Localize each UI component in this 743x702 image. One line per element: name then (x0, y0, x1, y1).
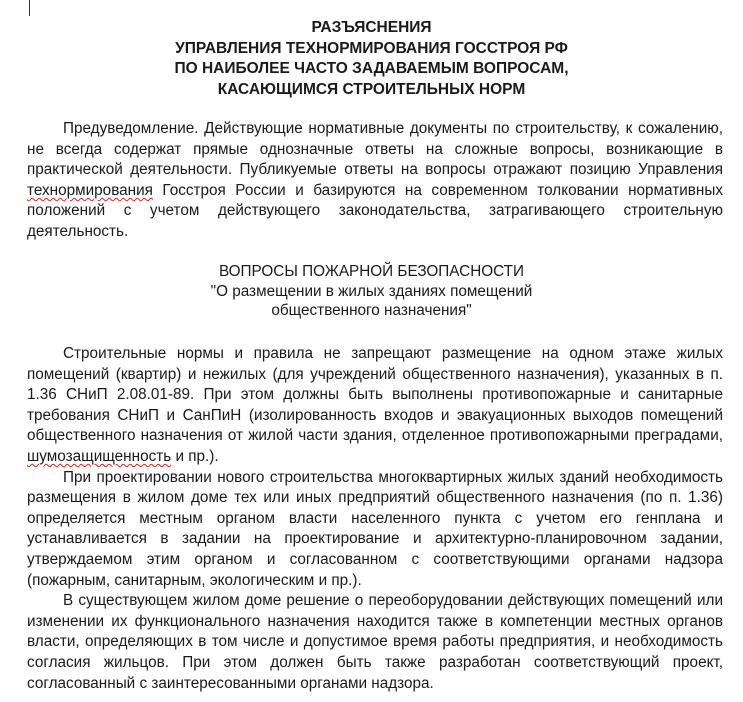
text-cursor (29, 0, 30, 16)
paragraph-1-text-2: и пр.). (171, 447, 219, 465)
document-title (20, 18, 723, 100)
title-line-3: ПО НАИБОЛЕЕ ЧАСТО ЗАДАВАЕМЫМ ВОПРОСАМ, (174, 60, 569, 77)
section-subtitle-line-2: общественного назначения" (271, 302, 472, 319)
answer-body (27, 344, 723, 694)
preface-paragraph[interactable] (27, 119, 723, 243)
section-heading-block (20, 262, 723, 321)
title-line-2: УПРАВЛЕНИЯ ТЕХНОРМИРОВАНИЯ ГОССТРОЯ РФ (175, 39, 568, 57)
paragraph-1[interactable] (27, 344, 723, 468)
paragraph-2[interactable]: При проектировании нового строительства многоквартирных жилых зданий необходимость размещения в жилом доме тех или иных предприятий общественного назначения (по п. 1.36) определяется местным органом власти населенного пункта с учетом его генплана и устанавливается в задании на проектирование и архитектурно-планировочном задании, утверждаемом этим органом и согласованном с соответствующими органами надзора (пожарным, санитарным, экологическим и пр.). (27, 468, 723, 589)
spellcheck-word-shumozashchishchennost[interactable]: шумозащищенность (27, 447, 172, 465)
preface-text-2: Госстроя России и базируются на современном толковании нормативных положений с учетом действующего законодательства, затрагивающего строительную деятельность. (27, 181, 723, 240)
title-line-4: КАСАЮЩИМСЯ СТРОИТЕЛЬНЫХ НОРМ (217, 80, 526, 98)
spellcheck-word-tehnormirovaniya[interactable]: технормирования (27, 181, 153, 199)
preface-block (27, 119, 723, 243)
preface-text-1: Предуведомление. Действующие нормативные документы по строительству, к сожалению, не всегда содержат прямые однозначные ответы на сложные вопросы, возникающие в практической деятельности. Публикуемые ответы на вопросы отражают позицию Управления (27, 120, 723, 179)
section-heading: ВОПРОСЫ ПОЖАРНОЙ БЕЗОПАСНОСТИ (218, 263, 525, 280)
paragraph-3[interactable]: В существующем жилом доме решение о переоборудовании действующих помещений или изменении их функционального назначения находится также в компетенции местных органов власти, определяющих в том числе и допустимое время работы предприятия, и необходимость согласия жильцов. При этом должен быть также разработан соответствующий проект, согласованный с заинтересованными органами надзора. (27, 592, 723, 692)
paragraph-1-text-1: Строительные нормы и правила не запрещают размещение на одном этаже жилых помещений (квартир) и нежилых (для учреждений общественного назначения), указанных в п. 1.36 СНиП 2.08.01-89. При этом должны быть выполнены противопожарные и санитарные требования СНиП и СанПиН (изолированность входов и эвакуационных выходов помещений общественного назначения от жилой части здания, отделенное противопожарными преградами, (27, 345, 723, 445)
title-line-1: РАЗЪЯСНЕНИЯ (311, 19, 432, 36)
section-subtitle-line-1: "О размещении в жилых зданиях помещений (210, 282, 533, 300)
